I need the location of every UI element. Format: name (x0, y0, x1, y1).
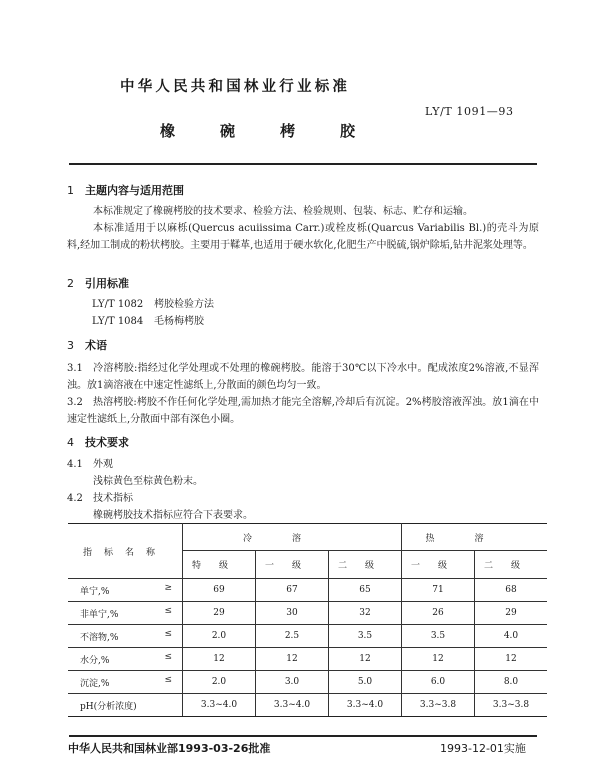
reference-name: 栲胶检验方法 (154, 299, 214, 310)
cell-value: 2.0 (183, 625, 256, 648)
section-1-body (67, 203, 539, 254)
section-3-heading (67, 337, 107, 353)
header-grade: 二级 (329, 551, 402, 579)
row-label: pH(分析浓度) (68, 694, 183, 717)
row-label: 水分,% ≤ (68, 648, 183, 671)
section-1-heading (67, 182, 184, 198)
cell-value: 65 (329, 579, 402, 602)
reference-code: LY/T 1082 (92, 299, 144, 310)
cell-value: 30 (256, 602, 329, 625)
section-3-body (67, 360, 539, 428)
footer-divider (69, 735, 537, 737)
header-grade: 特级 (183, 551, 256, 579)
reference-item (92, 313, 214, 330)
cell-value: 69 (183, 579, 256, 602)
cell-value: 12 (402, 648, 475, 671)
header-indicator-name: 指标名称 (68, 524, 183, 579)
table-row (68, 579, 547, 602)
cell-value: 29 (183, 602, 256, 625)
cell-value: 2.5 (256, 625, 329, 648)
title-char: 栲 (280, 122, 296, 140)
technical-spec-table (68, 523, 547, 717)
cell-value: 12 (329, 648, 402, 671)
section-number: 1 (67, 184, 74, 197)
reference-list (92, 296, 214, 330)
cell-value: 3.3~4.0 (183, 694, 256, 717)
paragraph: 本标准适用于以麻栎(Quercus acuiissima Carr.)或栓皮栎(Quarcus Variabilis Bl.)的壳斗为原料,经加工制成的粉状栲胶。主要用于鞣革,也适用于硬水软化,化肥生产中脱硫,锅炉除垢,钻井泥浆处理等。 (67, 223, 539, 251)
comparison-operator: ≤ (164, 652, 172, 662)
section-title: 引用标准 (85, 277, 129, 290)
term-number: 3.2 (67, 397, 83, 408)
term-item (67, 394, 539, 428)
subsection-4-2-heading (67, 490, 253, 507)
row-label: 非单宁,% ≤ (68, 602, 183, 625)
issuing-agency: 中华人民共和国林业行业标准 (120, 79, 351, 95)
cell-value: 3.3~4.0 (329, 694, 402, 717)
table-header-row (68, 524, 547, 551)
row-label: 沉淀,% ≤ (68, 671, 183, 694)
header-grade: 一级 (256, 551, 329, 579)
standard-code: LY/T 1091—93 (425, 105, 514, 118)
title-char: 胶 (340, 122, 356, 140)
subsection-title: 技术指标 (93, 493, 133, 504)
cell-value: 12 (256, 648, 329, 671)
header-divider (69, 163, 537, 165)
row-label: 不溶物,% ≤ (68, 625, 183, 648)
section-number: 4 (67, 436, 74, 449)
section-title: 技术要求 (85, 436, 129, 449)
cell-value: 3.5 (329, 625, 402, 648)
reference-code: LY/T 1084 (92, 316, 144, 327)
section-number: 3 (67, 339, 74, 352)
cell-value: 12 (475, 648, 548, 671)
table-row (68, 625, 547, 648)
subsection-4-2-text: 橡碗栲胶技术指标应符合下表要求。 (93, 510, 253, 521)
cell-value: 71 (402, 579, 475, 602)
term-number: 3.1 (67, 363, 83, 374)
cell-value: 8.0 (475, 671, 548, 694)
document-title (160, 120, 400, 141)
cell-value: 3.0 (256, 671, 329, 694)
section-title: 主题内容与适用范围 (85, 184, 184, 197)
header-grade: 二级 (475, 551, 548, 579)
subsection-number: 4.2 (67, 493, 83, 504)
comparison-operator: ≤ (164, 675, 172, 685)
header-group-hot: 热溶 (402, 524, 548, 551)
comparison-operator: ≤ (164, 629, 172, 639)
cell-value: 6.0 (402, 671, 475, 694)
table-row (68, 671, 547, 694)
cell-value: 4.0 (475, 625, 548, 648)
comparison-operator: ≥ (164, 583, 172, 593)
section-4-heading (67, 434, 129, 450)
paragraph: 本标准规定了橡碗栲胶的技术要求、检验方法、检验规则、包装、标志、贮存和运输。 (93, 206, 473, 217)
cell-value: 3.3~4.0 (256, 694, 329, 717)
section-title: 术语 (85, 339, 107, 352)
subsection-title: 外观 (93, 459, 113, 470)
cell-value: 3.3~3.8 (475, 694, 548, 717)
cell-value: 29 (475, 602, 548, 625)
section-number: 2 (67, 277, 74, 290)
table-row (68, 648, 547, 671)
cell-value: 68 (475, 579, 548, 602)
section-2-heading (67, 275, 129, 291)
title-char: 橡 (160, 122, 176, 140)
term-text: 热溶栲胶:栲胶不作任何化学处理,需加热才能完全溶解,冷却后有沉淀。2%栲胶溶液浑浊。放1滴在中速定性滤纸上,分散面中部有深色小圈。 (67, 397, 539, 425)
reference-name: 毛杨梅栲胶 (154, 316, 204, 327)
row-label: 单宁,% ≥ (68, 579, 183, 602)
cell-value: 32 (329, 602, 402, 625)
approval-date: 中华人民共和国林业部1993-03-26批准 (68, 742, 271, 755)
cell-value: 26 (402, 602, 475, 625)
cell-value: 12 (183, 648, 256, 671)
table-row (68, 694, 547, 717)
subsection-4-1-heading (67, 456, 253, 473)
term-text: 冷溶栲胶:指经过化学处理或不处理的橡碗栲胶。能溶于30℃以下冷水中。配成浓度2%溶液,不显浑浊。放1滴溶液在中速定性滤纸上,分散面的颜色均匀一致。 (67, 363, 539, 391)
term-item (67, 360, 539, 394)
cell-value: 67 (256, 579, 329, 602)
header-group-cold: 冷溶 (183, 524, 402, 551)
subsection-4-1-text: 浅棕黄色至棕黄色粉末。 (93, 476, 203, 487)
comparison-operator: ≤ (164, 606, 172, 616)
header-grade: 一级 (402, 551, 475, 579)
cell-value: 2.0 (183, 671, 256, 694)
effective-date: 1993-12-01实施 (440, 742, 526, 755)
cell-value: 5.0 (329, 671, 402, 694)
cell-value: 3.3~3.8 (402, 694, 475, 717)
subsection-number: 4.1 (67, 459, 83, 470)
table-row (68, 602, 547, 625)
cell-value: 3.5 (402, 625, 475, 648)
reference-item (92, 296, 214, 313)
section-4-body (67, 456, 253, 524)
title-char: 碗 (220, 122, 236, 140)
